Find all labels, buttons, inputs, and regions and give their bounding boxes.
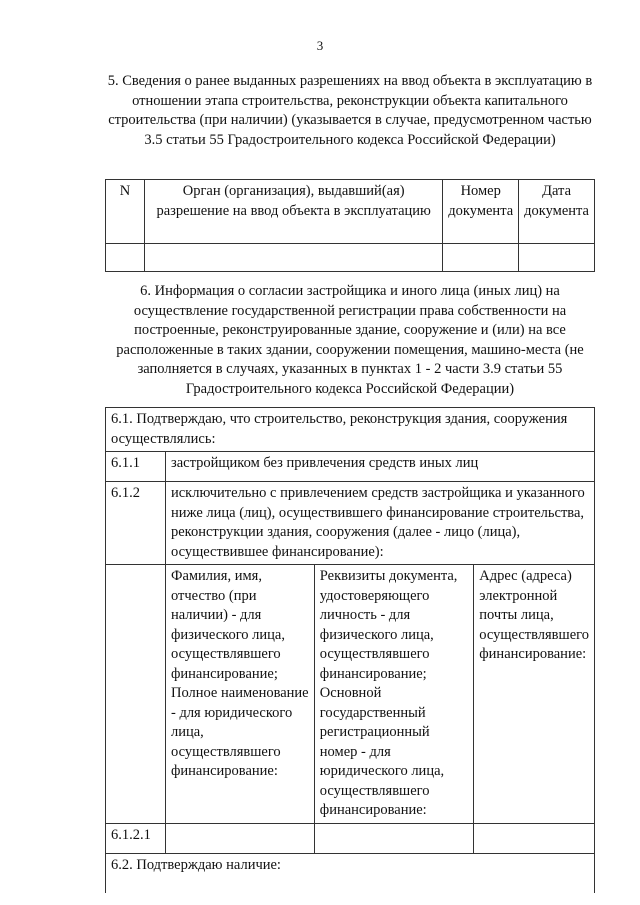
cell-financier-name <box>165 823 314 853</box>
column-financier-name: Фамилия, имя, отчество (при наличии) - для физического лица, осуществлявшего финансирование; Полное наименование - для юридического лица, осуществлявшего финансирование: <box>165 565 314 824</box>
financier-columns-header <box>106 565 595 824</box>
row-number: 6.1.2.1 <box>106 823 166 853</box>
permits-table-header <box>106 180 595 244</box>
column-email: Адрес (адреса) электронной почты лица, осуществлявшего финансирование: <box>474 565 595 824</box>
row-number: 6.1.2 <box>106 482 166 565</box>
cell-n <box>106 244 145 272</box>
cell-document-date <box>519 244 595 272</box>
column-document-number: Номер документа <box>443 180 519 244</box>
row-6-1-1 <box>106 452 595 482</box>
section-6-heading: 6. Информация о согласии застройщика и иного лица (иных лиц) на осуществление государственной регистрации права собственности на построенные, реконструированные здание, сооружение и (или) на все расположенные в таких здании, сооружении помещения, машино-места (не заполняется в случаях, указанных в пунктах 1 - 2 части 3.9 статьи 55 Градостроительного кодекса Российской Федерации) <box>116 283 584 397</box>
paragraph-6-1: 6.1. Подтверждаю, что строительство, реконструкция здания, сооружения осуществлялись: <box>106 408 595 452</box>
column-n: N <box>106 180 145 244</box>
permits-table-row <box>106 244 595 272</box>
cell-organ <box>145 244 443 272</box>
permits-table <box>105 179 595 272</box>
column-organ: Орган (организация), выдавший(ая) разрешение на ввод объекта в эксплуатацию <box>145 180 443 244</box>
row-number: 6.1.1 <box>106 452 166 482</box>
column-identity-document: Реквизиты документа, удостоверяющего личность - для физического лица, осуществлявшего финансирование; Основной государственный регистрационный номер - для юридического лица, осуществлявшего финансирование: <box>314 565 473 824</box>
paragraph-6-2: 6.2. Подтверждаю наличие: <box>106 853 595 893</box>
section-5-heading: 5. Сведения о ранее выданных разрешениях на ввод объекта в эксплуатацию в отношении этапа строительства, реконструкции объекта капитального строительства (при наличии) (указывается в случае, предусмотренном частью 3.5 статьи 55 Градостроительного кодекса Российской Федерации) <box>107 73 593 148</box>
cell-identity-document <box>314 823 473 853</box>
row-6-2 <box>106 853 595 893</box>
row-6-1-2-1 <box>106 823 595 853</box>
option-developer-own-funds: застройщиком без привлечения средств иных лиц <box>165 452 594 482</box>
page-number: 3 <box>316 38 324 53</box>
empty-cell <box>106 565 166 824</box>
row-6-1 <box>106 408 595 452</box>
option-with-financing: исключительно с привлечением средств застройщика и указанного ниже лица (лиц), осуществившего финансирование строительства, реконструкции здания, сооружения (далее - лицо (лица), осуществившее финансирование): <box>165 482 594 565</box>
cell-document-number <box>443 244 519 272</box>
consent-table <box>105 407 595 893</box>
cell-email <box>474 823 595 853</box>
column-document-date: Дата документа <box>519 180 595 244</box>
row-6-1-2 <box>106 482 595 565</box>
